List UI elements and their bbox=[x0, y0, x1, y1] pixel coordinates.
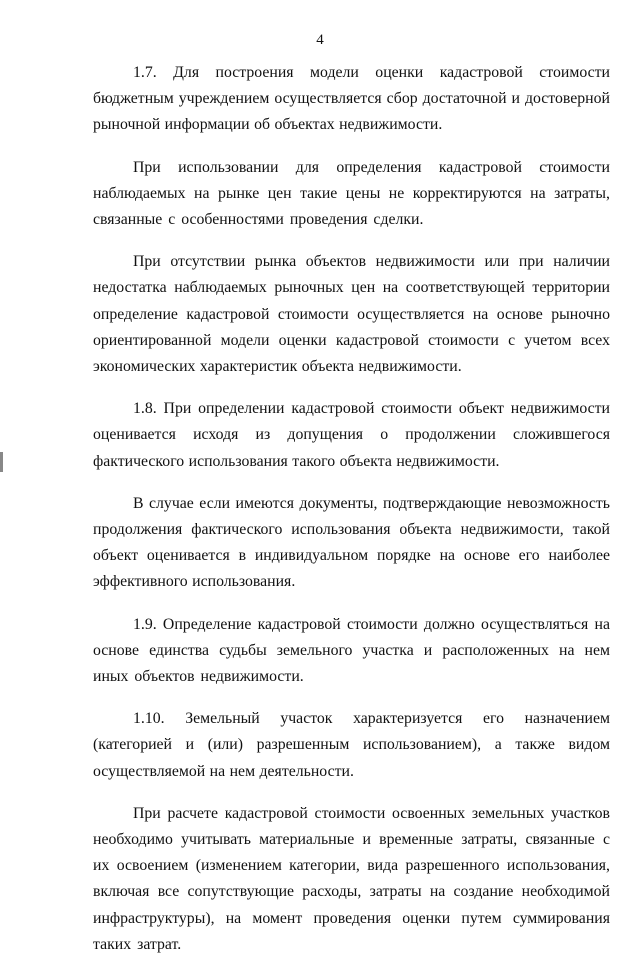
paragraph-1-9: 1.9. Определение кадастровой стоимости должно осуществляться на основе единства судьбы земельного участка и расположенных на нем иных объектов недвижимости. bbox=[93, 615, 610, 686]
paragraph-developed-land: При расчете кадастровой стоимости освоенных земельных участков необходимо учитывать материальные и временные затраты, связанные с их освоением (изменением категории, вида разрешенного использования, включая все сопутствующие расходы, затраты на создание необходимой инфраструктуры), на момент проведения оценки путем суммирования таких затрат. bbox=[93, 804, 610, 953]
page-number: 4 bbox=[316, 32, 324, 48]
paragraph-1-10: 1.10. Земельный участок характеризуется его назначением (категорией и (или) разрешенным использованием), а также видом осуществляемой на нем деятельности. bbox=[93, 710, 610, 780]
paragraph-1-7: 1.7. Для построения модели оценки кадастровой стоимости бюджетным учреждением осуществляется сбор достаточной и достоверной рыночной информации об объектах недвижимости. bbox=[93, 64, 610, 134]
paragraph-1-8: 1.8. При определении кадастровой стоимости объект недвижимости оценивается исходя из допущения о продолжении сложившегося фактического использования такого объекта недвижимости. bbox=[93, 400, 610, 470]
document-body bbox=[93, 60, 610, 974]
scan-edge-mark bbox=[0, 452, 3, 472]
paragraph-no-market: При отсутствии рынка объектов недвижимости или при наличии недостатка наблюдаемых рыночных цен на соответствующей территории определение кадастровой стоимости осуществляется на основе рыночно ориентированной модели оценки кадастровой стоимости с учетом всех экономических характеристик объекта недвижимости. bbox=[93, 253, 610, 376]
paragraph-market-prices: При использовании для определения кадастровой стоимости наблюдаемых на рынке цен такие цены не корректируются на затраты, связанные с особенностями проведения сделки. bbox=[93, 158, 610, 229]
paragraph-individual-order: В случае если имеются документы, подтверждающие невозможность продолжения фактического использования объекта недвижимости, такой объект оценивается в индивидуальном порядке на основе его наиболее эффективного использования. bbox=[93, 494, 610, 591]
